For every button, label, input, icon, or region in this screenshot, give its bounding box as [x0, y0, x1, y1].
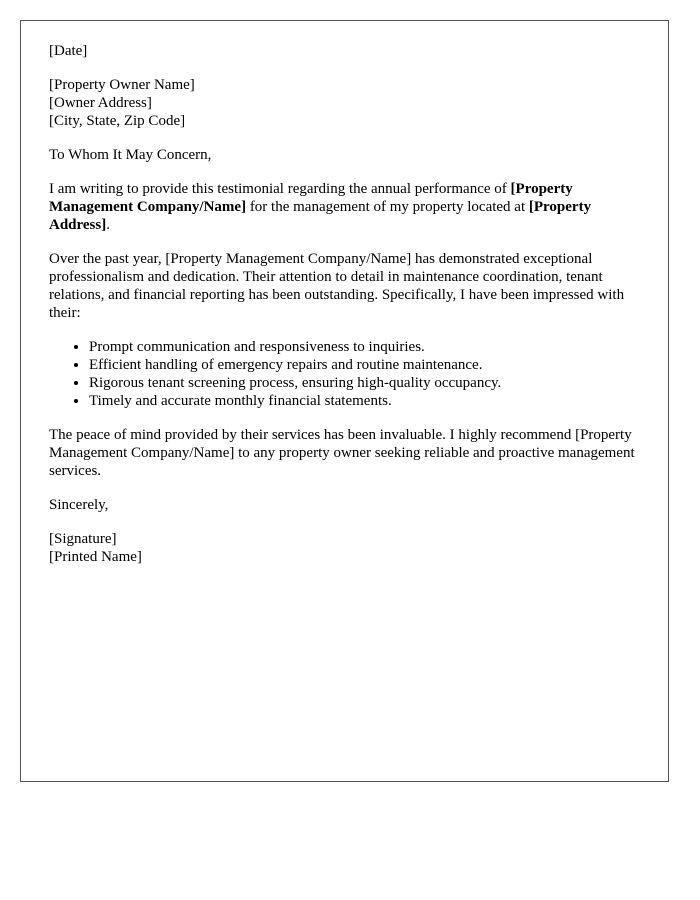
- text: I am writing to provide this testimonial regarding the annual performance of: [49, 181, 511, 197]
- property-address: [Property Address]: [49, 199, 592, 233]
- signature: [Signature]: [49, 531, 117, 547]
- signature-block: [49, 530, 647, 566]
- owner-address: [Owner Address]: [49, 95, 152, 111]
- body-paragraph: Over the past year, [Property Management Company/Name] has demonstrated exceptional professionalism and dedication. Their attention to detail in maintenance coordination, tenant relations, and financial reporting has been outstanding. Specifically, I have been impressed with their:: [49, 251, 625, 321]
- list-item: • Efficient handling of emergency repairs and routine maintenance.: [89, 356, 647, 374]
- recommendation-paragraph: The peace of mind provided by their services has been invaluable. I highly recommend [Property Management Company/Name] to any property owner seeking reliable and proactive management services.: [49, 427, 635, 479]
- salutation: To Whom It May Concern,: [49, 147, 212, 163]
- letter: [20, 20, 669, 782]
- text: for the management of my property located at: [246, 199, 529, 215]
- list-item: • Prompt communication and responsiveness to inquiries.: [89, 338, 647, 356]
- list-item: • Rigorous tenant screening process, ensuring high-quality occupancy.: [89, 374, 647, 392]
- list-item: • Timely and accurate monthly financial statements.: [89, 392, 647, 410]
- date: [Date]: [49, 43, 88, 59]
- company-name: [Property Management Company/Name]: [49, 181, 573, 215]
- closing: Sincerely,: [49, 497, 109, 513]
- text: .: [106, 217, 110, 233]
- printed-name: [Printed Name]: [49, 549, 142, 565]
- owner-city: [City, State, Zip Code]: [49, 113, 186, 129]
- intro-paragraph: [49, 180, 647, 234]
- qualities-list: [49, 338, 647, 410]
- owner-name: [Property Owner Name]: [49, 77, 195, 93]
- recipient-block: [49, 76, 647, 130]
